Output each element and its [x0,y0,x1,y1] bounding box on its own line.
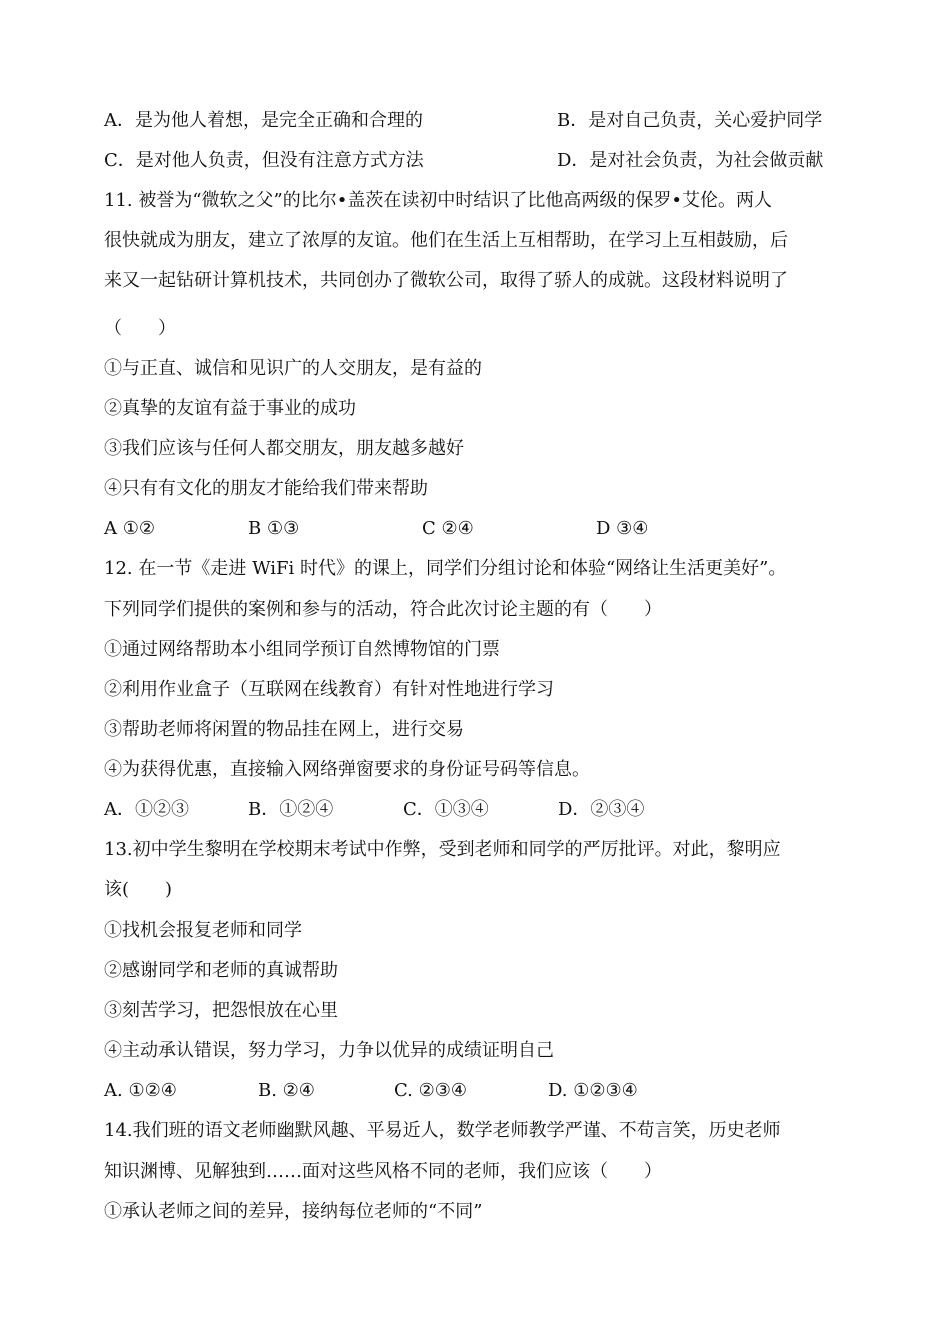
q10-option-a: A．是为他人着想，是完全正确和合理的 [104,110,423,131]
q11-option-c: C ②④ [422,518,474,539]
q11-option-a: A ①② [104,518,155,539]
q11-item-1: ①与正直、诚信和见识广的人交朋友，是有益的 [104,358,482,379]
q10-option-b: B．是对自己负责，关心爱护同学 [557,110,823,131]
q11-option-b: B ①③ [248,518,300,539]
q11-stem-line-3: 来又一起钻研计算机技术，共同创办了微软公司，取得了骄人的成就。这段材料说明了 [104,270,788,291]
q12-item-4: ④为获得优惠，直接输入网络弹窗要求的身份证号码等信息。 [104,759,590,780]
q14-item-1: ①承认老师之间的差异，接纳每位老师的“不同” [104,1201,483,1222]
q12-option-d: D．②③④ [558,799,645,820]
q11-stem-line-2: 很快就成为朋友，建立了浓厚的友谊。他们在生活上互相帮助，在学习上互相鼓励，后 [104,230,788,251]
q12-stem-line-1: 12. 在一节《走进 WiFi 时代》的课上，同学们分组讨论和体验“网络让生活更美好”。 [104,558,787,579]
q12-stem-line-2: 下列同学们提供的案例和参与的活动，符合此次讨论主题的有（ ） [104,599,662,620]
q13-item-3: ③刻苦学习，把怨恨放在心里 [104,1000,338,1021]
q13-stem-line-1: 13.初中学生黎明在学校期末考试中作弊，受到老师和同学的严厉批评。对此，黎明应 [104,839,781,860]
q14-stem-line-1: 14.我们班的语文老师幽默风趣、平易近人，数学老师教学严谨、不苟言笑，历史老师 [104,1120,781,1141]
q13-option-d: D. ①②③④ [548,1080,638,1101]
q11-item-2: ②真挚的友谊有益于事业的成功 [104,398,356,419]
q10-option-d: D．是对社会负责，为社会做贡献 [557,150,824,171]
q12-option-c: C．①③④ [403,799,489,820]
q12-item-1: ①通过网络帮助本小组同学预订自然博物馆的门票 [104,639,500,660]
q13-item-4: ④主动承认错误，努力学习，力争以优异的成绩证明自己 [104,1040,554,1061]
q12-item-2: ②利用作业盒子（互联网在线教育）有针对性地进行学习 [104,679,554,700]
q11-option-d: D ③④ [596,518,649,539]
q12-option-a: A．①②③ [104,799,189,820]
q13-stem-line-2: 该( ) [104,879,173,900]
q11-item-4: ④只有有文化的朋友才能给我们带来帮助 [104,478,428,499]
q13-option-c: C. ②③④ [394,1080,467,1101]
q11-stem-line-1: 11. 被誉为“微软之父”的比尔•盖茨在读初中时结识了比他高两级的保罗•艾伦。两人 [104,190,772,211]
q13-option-b: B. ②④ [258,1080,315,1101]
q14-stem-line-2: 知识渊博、见解独到……面对这些风格不同的老师，我们应该（ ） [104,1161,662,1182]
q11-item-3: ③我们应该与任何人都交朋友，朋友越多越好 [104,438,464,459]
q13-option-a: A. ①②④ [104,1080,177,1101]
q13-item-2: ②感谢同学和老师的真诚帮助 [104,960,338,981]
q12-option-b: B．①②④ [248,799,334,820]
q11-answer-blank: （ ） [104,318,176,339]
q12-item-3: ③帮助老师将闲置的物品挂在网上，进行交易 [104,719,464,740]
q13-item-1: ①找机会报复老师和同学 [104,920,302,941]
q10-option-c: C．是对他人负责，但没有注意方式方法 [104,150,424,171]
